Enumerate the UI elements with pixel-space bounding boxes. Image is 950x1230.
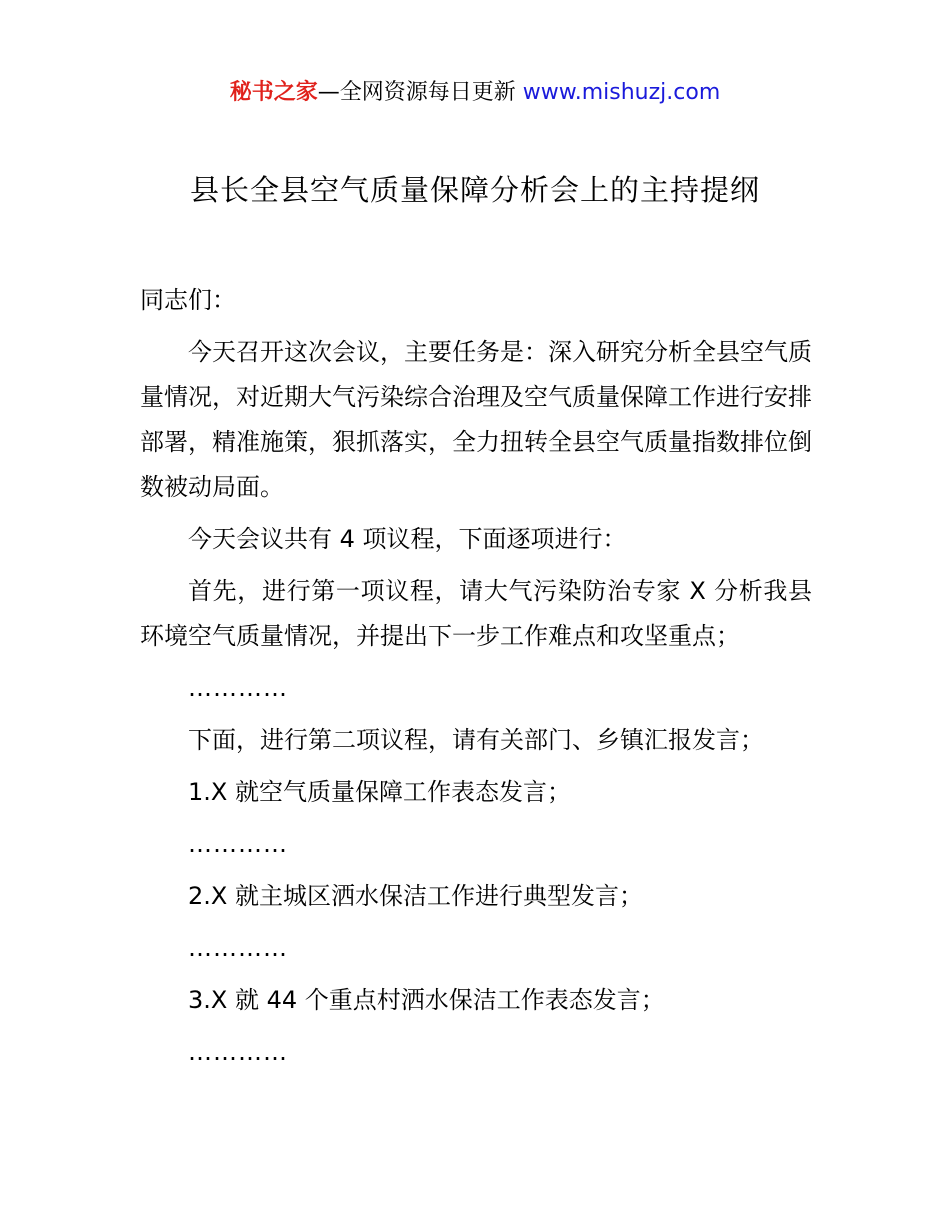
site-url-link[interactable]: www.mishuzj.com [522,80,721,105]
ellipsis-line: ………… [188,674,288,702]
ellipsis-line: ………… [188,934,288,962]
document-body [140,278,812,1082]
paragraph: 今天会议共有 4 项议程，下面逐项进行： [188,525,627,553]
list-item: 3.X 就 44 个重点村洒水保洁工作表态发言； [188,986,665,1014]
paragraph: 首先，进行第一项议程，请大气污染防治专家 X 分析我县环境空气质量情况，并提出下一步工作难点和攻坚重点； [140,577,812,650]
paragraph: 今天召开这次会议，主要任务是：深入研究分析全县空气质量情况，对近期大气污染综合治理及空气质量保障工作进行安排部署，精准施策，狠抓落实，全力扭转全县空气质量指数排位倒数被动局面。 [140,338,812,501]
site-slogan: —全网资源每日更新 [317,80,523,105]
ellipsis-line: ………… [188,830,288,858]
list-item: 2.X 就主城区洒水保洁工作进行典型发言； [188,882,643,910]
list-item: 1.X 就空气质量保障工作表态发言； [188,778,571,806]
brand-name: 秘书之家 [229,80,318,105]
site-header [0,78,950,108]
document-title: 县长全县空气质量保障分析会上的主持提纲 [189,173,760,207]
ellipsis-line: ………… [188,1038,288,1066]
salutation: 同志们： [140,286,236,314]
paragraph: 下面，进行第二项议程，请有关部门、乡镇汇报发言； [188,726,764,754]
